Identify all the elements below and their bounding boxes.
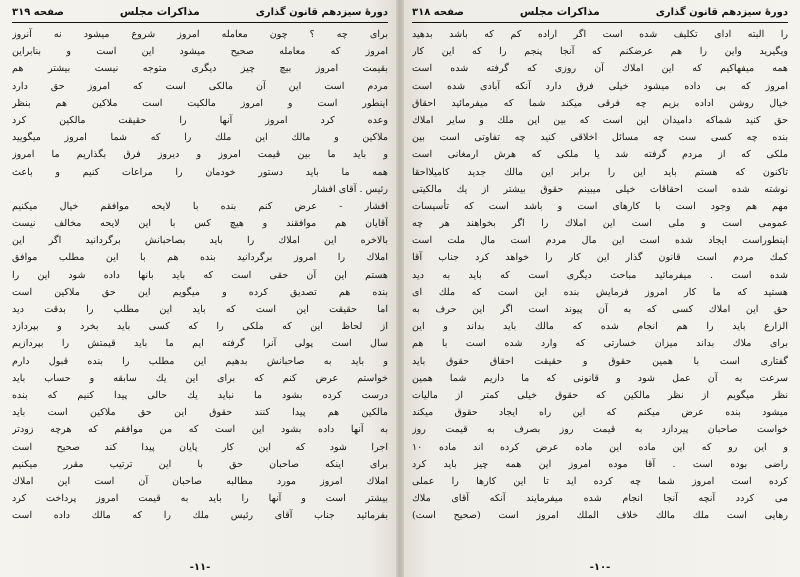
text-line: براى چه ؟ چون معامله امروز شروع ميشود نه آنروز: [12, 29, 388, 40]
text-line: حق اين املاك كسى كه به آن پيوند است اگر اين حرف به: [412, 304, 788, 315]
journal-title: دورهٔ سیزدهم قانون گذاری: [255, 7, 388, 18]
text-line: به آنها داده بشود اين است كه من موافقم كه هرچه زودتر: [12, 424, 388, 436]
text-line: همه ميفهاكيم كه اين املاك آن روزى كه گرفته شده است: [412, 63, 788, 75]
right-page-body: [412, 23, 788, 524]
text-line: ملكى كه از مردم گرفته شد يا ملكى كه هرش ارمغانى است: [412, 149, 788, 161]
right-page-header: [412, 6, 788, 23]
text-line: خيال روشن اداده بزيم چه فرقى ميكند شما كه ميفرمائيد احقاق: [412, 97, 788, 109]
text-line: تاكنون كه هستم بايد اين را برابر اين مالك جديد كاميلااحقا: [412, 166, 788, 178]
text-line: كرده است امروز شما چه كرده ايد تا اين كارها را عملى: [412, 475, 788, 487]
text-line: وعده كرد امروز آنها را حقيقت مالكين كرد: [12, 114, 388, 126]
text-line: كمك مردم است قانون گذار اين كار را خواهد كرد جناب آقا: [412, 252, 788, 264]
text-line: هستيد كه ما كار امروز فرمايش بنده اين است كه ملك اى: [412, 286, 788, 298]
right-page: [400, 0, 800, 577]
page-number-label: صفحه ۳۱۸: [412, 7, 464, 18]
text-line: نظر ميگويم از نظر مالكين كه حقوق خيلى كمتر از ماليات: [412, 389, 788, 401]
section-title: مذاكرات مجلس: [119, 6, 200, 18]
text-line: امروز كه بى داده ميشود خيلى فرق دارد آنكه آبادى شده است: [412, 80, 788, 92]
text-line: درست كرده بشود ما نبايد يك حالى پيدا كنيم كه بنده: [12, 389, 388, 401]
text-line: حق كنيد شماكه داميدان اين است كه بين اين ملك و ساير املاك: [412, 114, 788, 126]
text-line: عمومى است و ملى است اين املاك را اگر بخواهند هر چه: [412, 218, 788, 230]
text-line: خواست صاحبان پيردازد به قيمت روز بصرف به قيمت روز: [412, 424, 788, 436]
text-line: مالكين هم پيدا كنند حقوق اين حق ملاكين است بايد: [12, 407, 388, 419]
text-line: گفتارى است با همين حقوق و حقيقت احقاق حقوق بايد: [412, 355, 788, 367]
text-line: ويگيريد واين را هم عرضكنم كه آنجا پنجم را كه اين كار: [412, 46, 788, 58]
text-line: مى كردد آنچه آنجا انجام شده ميفرمايند آنكه آقاى ملاك: [412, 493, 788, 505]
text-line: املاك امروز مورد مطالبه صاحبان آن است اين املاك: [12, 475, 388, 487]
left-page-body: [12, 23, 388, 524]
text-line: و بايد به صاحبانش بدهيم اين مطلب را بنده قبول دارم: [12, 355, 388, 367]
text-line: بالاخره اين املاك را بايد بصاحبانش برگردانيد اگر اين: [12, 235, 388, 247]
text-line: آقايان هم موافقند و هيچ كس با اين لايحه مخالف نيست: [12, 218, 388, 230]
text-line: راضى بوده است . آقا موده امروز اين همه چيز بايد كرد: [412, 458, 788, 470]
text-line: براى اينكه صاحبان حق با اين ترتيب مقرر ميكنيم: [12, 458, 388, 470]
text-line: املاك را امروز برگردانيد بنده هم با اين مطلب موافق: [12, 252, 388, 264]
text-line: بيشتر است و آنها را بايد به قيمت امروز پرداخت كرد: [12, 493, 388, 505]
right-page-footer: -۱۰-: [589, 562, 611, 573]
text-line: ملاكين و مالك اين ملك را كه شما امروز ميگوييد: [12, 132, 388, 144]
journal-title: دورهٔ سیزدهم قانون گذاری: [655, 7, 788, 18]
text-line: اجرا شود كه اين كار پايان پيدا كند صحيح است: [12, 441, 388, 453]
text-line: شده است . ميفرمائيد مباحث ديگرى است كه بايد به ديد: [412, 269, 788, 281]
text-line: امروز كه معامله صحيح ميشود اين است و بنابراين: [12, 46, 388, 58]
text-line: رهايى است ملك مالك خلاف الملك امروز است (صحيح است): [412, 510, 788, 522]
text-line: اينطور است و امروز مالكيت است ملاكين هم بنظر: [12, 97, 388, 109]
text-line: و بايد ما بين قيمت امروز و ديروز فرق بگذاريم ما امروز: [12, 149, 388, 161]
text-line: افشار - عرض كنم بنده با لايحه موافقم خيال ميكنيم: [12, 200, 388, 212]
section-title: مذاكرات مجلس: [519, 6, 600, 18]
page-number-label: صفحه ۳۱۹: [12, 7, 64, 18]
text-line: مهم هم وجود است با كارهاى است و باشد است كه تأسيسات: [412, 200, 788, 212]
text-line: براى ملاك بداند ميزان خسارتى كه وارد شده است با هم: [412, 338, 788, 350]
left-page-footer: -۱۱-: [189, 562, 211, 573]
text-line: از لحاظ اين كه ملكى را كه كسى بايد بخرد و بپردازد: [12, 321, 388, 333]
text-line: سرعت به آن عمل شود و قانونى كه ما داريم شما همين: [412, 372, 788, 384]
text-line: هستم اين آن حقى است كه بايد بانها داده شود اين را: [12, 269, 388, 281]
text-line: مردم است اين آن مالكى است كه امروز حق دارد: [12, 80, 388, 92]
text-line: سال است پولى آنرا گرفته ايم ما بايد قيمتش را بپردازيم: [12, 338, 388, 350]
text-line: اما حقيقت اين است كه بايد اين مطلب را بدقت ديد: [12, 304, 388, 315]
text-line: اينطوراست ايجاد شده است اين مال مردم است مال ملت است: [412, 235, 788, 247]
text-line: بنده چه كسى ست چه مسائل اخلاقى كنيد چه تفاوتى است بين: [412, 132, 788, 144]
text-line: همه ما بايد دستور خودمان را مراعات كنيم و باعث: [12, 166, 388, 178]
text-line: نوشته شده است احقاقات خيلى ميبينم حقوق بيشتر از يك مالكيتى: [412, 183, 788, 195]
text-line: ميشود بنده عرض ميكنم كه اين راه ايجاد حقوق ميكند: [412, 407, 788, 419]
text-line: و اين رو كه اين ماده اين ماده عرض كرده اند ماده ١٠: [412, 441, 788, 453]
text-line: خواستم عرض كنم كه براى اين يك سابقه و حساب بايد: [12, 372, 388, 384]
text-line: رئيس . آقاى افشار: [312, 183, 388, 195]
text-line: بقيمت امروز بيچ چيز ديگرى متوجه نيست بيشتر هم: [12, 63, 388, 75]
book-gutter: [396, 0, 404, 577]
left-page-header: [12, 6, 388, 23]
text-line: بنده هم تصديق كرده و ميگويم اين حق ملاكين است: [12, 286, 388, 298]
text-line: بفرمائيد جناب آقاى رئيس ملك را كه مالك داده است: [12, 510, 388, 522]
text-line: الزارع بايد را هم انجام شده كه مالك بايد بداند و اين: [412, 321, 788, 333]
text-line: را البته اداى تكليف شده است اگر اراده كم كه باشد بدهيد: [412, 29, 788, 40]
